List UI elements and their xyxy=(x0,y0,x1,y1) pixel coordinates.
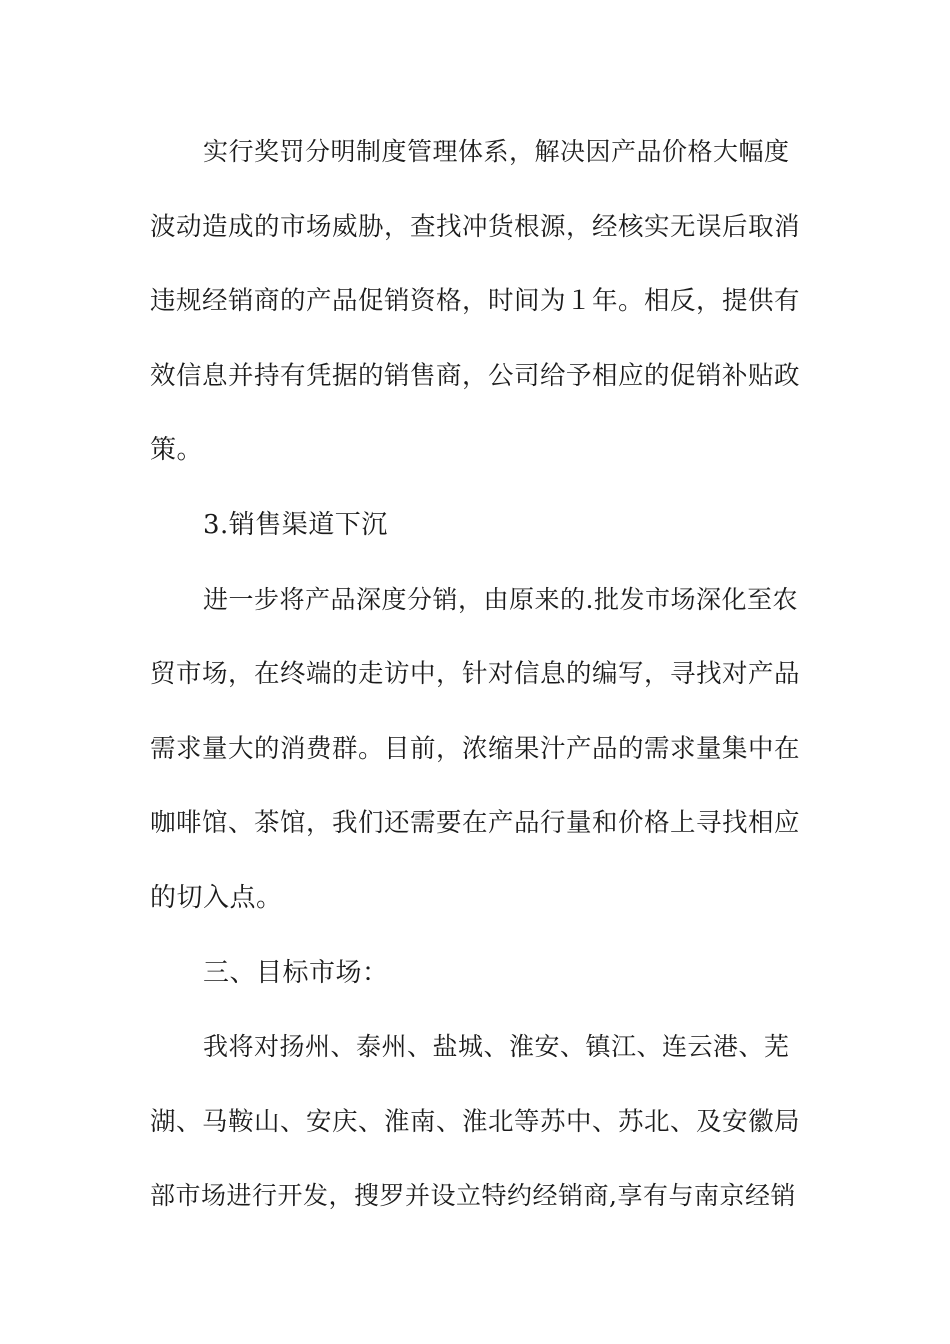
paragraph-line: 违规经销商的产品促销资格，时间为１年。相反，提供有 xyxy=(150,286,801,316)
paragraph-line: 进一步将产品深度分销，由原来的.批发市场深化至农 xyxy=(203,585,798,614)
paragraph-line: 实行奖罚分明制度管理体系，解决因产品价格大幅度 xyxy=(203,137,790,166)
paragraph-line: 需求量大的消费群。目前，浓缩果汁产品的需求量集中在 xyxy=(150,734,801,764)
paragraph-line: 贸市场，在终端的走访中，针对信息的编写，寻找对产品 xyxy=(150,659,801,689)
paragraph-line: 湖、马鞍山、安庆、淮南、淮北等苏中、苏北、及安徽局 xyxy=(150,1107,801,1137)
paragraph-line: 效信息并持有凭据的销售商，公司给予相应的促销补贴政 xyxy=(150,361,801,391)
paragraph-line: 的切入点。 xyxy=(150,883,283,913)
paragraph-line: 策。 xyxy=(150,435,204,465)
paragraph-line: 我将对扬州、泰州、盐城、淮安、镇江、连云港、芜 xyxy=(203,1032,790,1061)
section-heading: 3.销售渠道下沉 xyxy=(203,510,388,540)
section-heading: 三、目标市场： xyxy=(203,958,389,988)
paragraph-line: 波动造成的市场威胁，查找冲货根源，经核实无误后取消 xyxy=(150,212,801,242)
paragraph-line: 部市场进行开发，搜罗并设立特约经销商,享有与南京经销 xyxy=(150,1181,796,1210)
paragraph-line: 咖啡馆、茶馆，我们还需要在产品行量和价格上寻找相应 xyxy=(150,808,801,838)
